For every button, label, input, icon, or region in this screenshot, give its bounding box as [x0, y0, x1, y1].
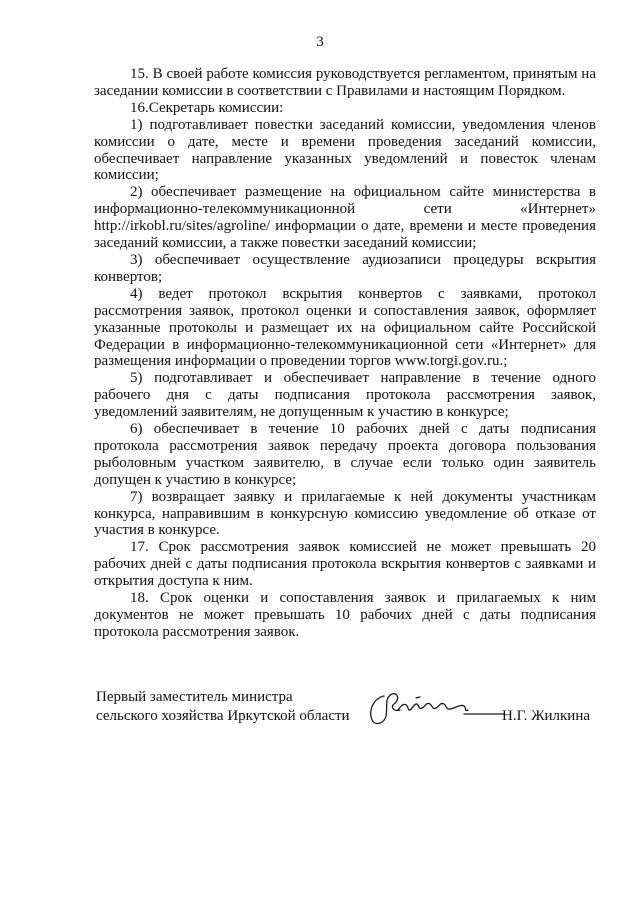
signatory-position-line-1: Первый заместитель министра	[96, 689, 293, 705]
signatory-name: Н.Г. Жилкина	[502, 708, 591, 724]
paragraph-17: 17. Срок рассмотрения заявок комиссией не может превышать 20 рабочих дней с даты подписания протокола вскрытия конвертов с заявками и открытия доступа к ним.	[94, 539, 596, 590]
page-number: 3	[316, 34, 324, 50]
paragraph-16-item-1: 1) подготавливает повестки заседаний комиссии, уведомления членов комиссии о дате, месте и времени проведения заседаний комиссии, обеспечивает направление указанных уведомлений и повесток членам комиссии;	[94, 116, 596, 184]
paragraph-16-item-4: 4) ведет протокол вскрытия конвертов с заявками, протокол рассмотрения заявок, протокол оценки и сопоставления заявок, оформляет указанные протоколы и размещает их на официальном сайте Российской Федерации в информационно-телекоммуникационной сети «Интернет» для размещения информации о проведении торгов www.torgi.gov.ru.;	[94, 285, 596, 370]
paragraph-16-item-5: 5) подготавливает и обеспечивает направление в течение одного рабочего дня с даты подписания протокола рассмотрения заявок, уведомлений заявителям, не допущенным к участию в конкурсе;	[94, 370, 596, 421]
paragraph-16-item-2: 2) обеспечивает размещение на официальном сайте министерства в информационно-телекоммуникационной сети «Интернет» http://irkobl.ru/sites/agroline/ информации о дате, времени и месте проведения заседаний комиссии, а также повестки заседаний комиссии;	[94, 184, 596, 252]
signatory-position-line-2: сельского хозяйства Иркутской области	[96, 708, 350, 724]
paragraph-18: 18. Срок оценки и сопоставления заявок и прилагаемых к ним документов не может превышать 10 рабочих дней с даты подписания протокола рассмотрения заявок.	[94, 590, 596, 640]
document-body	[94, 66, 596, 641]
paragraph-16-item-3: 3) обеспечивает осуществление аудиозаписи процедуры вскрытия конвертов;	[94, 251, 596, 285]
paragraph-16-item-6: 6) обеспечивает в течение 10 рабочих дней с даты подписания протокола рассмотрения заявок передачу проекта договора пользования рыболовным участком заявителю, в случае если только один заявитель допущен к участию в конкурсе;	[94, 421, 596, 488]
paragraph-16-item-7: 7) возвращает заявку и прилагаемые к ней документы участникам конкурса, направившим в конкурсную комиссию уведомление об отказе от участия в конкурсе.	[94, 488, 596, 539]
paragraph-16-heading: 16.Секретарь комиссии:	[130, 99, 284, 116]
handwritten-signature	[364, 688, 504, 730]
signature-block	[96, 688, 596, 732]
paragraph-15: 15. В своей работе комиссия руководствуется регламентом, принятым на заседании комиссии в соответствии с Правилами и настоящим Порядком.	[94, 66, 596, 99]
